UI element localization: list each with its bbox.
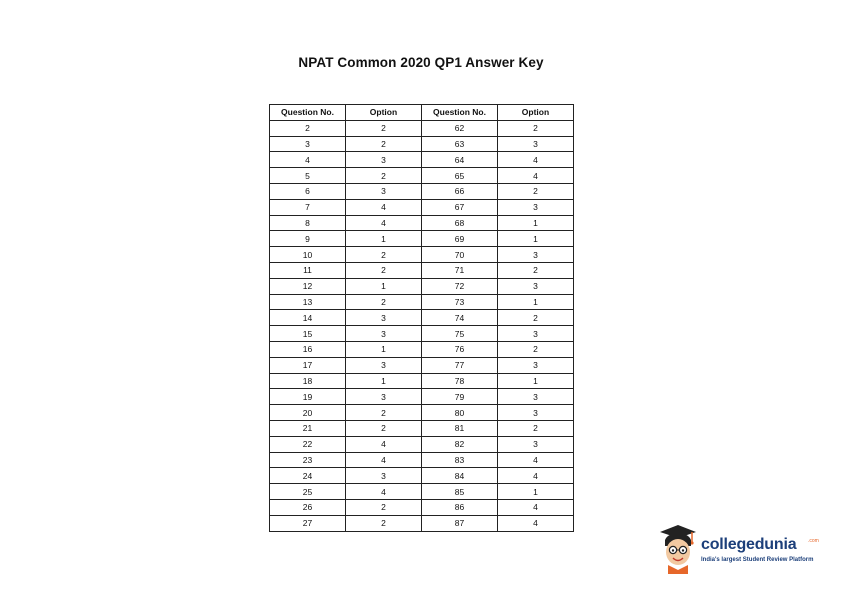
question-no-cell: 17: [270, 357, 346, 373]
option-cell: 3: [498, 436, 574, 452]
question-no-cell: 79: [422, 389, 498, 405]
table-row: [270, 389, 574, 405]
table-row: [270, 310, 574, 326]
table-row: [270, 484, 574, 500]
question-no-cell: 19: [270, 389, 346, 405]
option-cell: 4: [498, 168, 574, 184]
question-no-cell: 23: [270, 452, 346, 468]
header-option-1: Option: [346, 105, 422, 121]
question-no-cell: 70: [422, 247, 498, 263]
option-cell: 3: [498, 326, 574, 342]
table-row: [270, 326, 574, 342]
option-cell: 1: [498, 373, 574, 389]
option-cell: 2: [346, 120, 422, 136]
option-cell: 2: [498, 341, 574, 357]
graduate-mascot-icon: [656, 522, 700, 574]
question-no-cell: 10: [270, 247, 346, 263]
header-question-no-1: Question No.: [270, 105, 346, 121]
question-no-cell: 13: [270, 294, 346, 310]
table-row: [270, 341, 574, 357]
question-no-cell: 15: [270, 326, 346, 342]
question-no-cell: 21: [270, 420, 346, 436]
table-header-row: [270, 105, 574, 121]
question-no-cell: 3: [270, 136, 346, 152]
table-row: [270, 405, 574, 421]
option-cell: 2: [346, 405, 422, 421]
table-row: [270, 183, 574, 199]
option-cell: 2: [346, 136, 422, 152]
table-row: [270, 120, 574, 136]
question-no-cell: 11: [270, 262, 346, 278]
option-cell: 3: [498, 247, 574, 263]
question-no-cell: 65: [422, 168, 498, 184]
question-no-cell: 25: [270, 484, 346, 500]
option-cell: 3: [498, 199, 574, 215]
option-cell: 1: [346, 278, 422, 294]
table-row: [270, 168, 574, 184]
brand-tld: .com: [808, 538, 819, 544]
table-row: [270, 420, 574, 436]
brand-name: collegedunia: [701, 536, 797, 553]
option-cell: 4: [346, 436, 422, 452]
question-no-cell: 68: [422, 215, 498, 231]
table-row: [270, 373, 574, 389]
question-no-cell: 69: [422, 231, 498, 247]
option-cell: 1: [346, 341, 422, 357]
table-row: [270, 262, 574, 278]
question-no-cell: 67: [422, 199, 498, 215]
option-cell: 2: [346, 420, 422, 436]
question-no-cell: 64: [422, 152, 498, 168]
option-cell: 4: [346, 452, 422, 468]
question-no-cell: 73: [422, 294, 498, 310]
option-cell: 2: [498, 310, 574, 326]
question-no-cell: 72: [422, 278, 498, 294]
option-cell: 2: [498, 120, 574, 136]
option-cell: 4: [498, 468, 574, 484]
table-row: [270, 294, 574, 310]
option-cell: 3: [346, 357, 422, 373]
option-cell: 1: [498, 231, 574, 247]
option-cell: 3: [346, 326, 422, 342]
option-cell: 1: [346, 231, 422, 247]
option-cell: 1: [346, 373, 422, 389]
question-no-cell: 7: [270, 199, 346, 215]
option-cell: 1: [498, 294, 574, 310]
option-cell: 3: [498, 357, 574, 373]
question-no-cell: 62: [422, 120, 498, 136]
option-cell: 2: [498, 262, 574, 278]
question-no-cell: 4: [270, 152, 346, 168]
table-row: [270, 247, 574, 263]
question-no-cell: 80: [422, 405, 498, 421]
option-cell: 3: [346, 183, 422, 199]
question-no-cell: 87: [422, 515, 498, 531]
option-cell: 2: [346, 515, 422, 531]
question-no-cell: 22: [270, 436, 346, 452]
table-row: [270, 357, 574, 373]
question-no-cell: 81: [422, 420, 498, 436]
question-no-cell: 78: [422, 373, 498, 389]
option-cell: 4: [346, 484, 422, 500]
question-no-cell: 26: [270, 499, 346, 515]
option-cell: 1: [498, 215, 574, 231]
question-no-cell: 83: [422, 452, 498, 468]
question-no-cell: 24: [270, 468, 346, 484]
question-no-cell: 76: [422, 341, 498, 357]
question-no-cell: 2: [270, 120, 346, 136]
option-cell: 3: [346, 152, 422, 168]
table-row: [270, 452, 574, 468]
header-option-2: Option: [498, 105, 574, 121]
question-no-cell: 63: [422, 136, 498, 152]
table-row: [270, 515, 574, 531]
question-no-cell: 8: [270, 215, 346, 231]
question-no-cell: 9: [270, 231, 346, 247]
table-row: [270, 136, 574, 152]
option-cell: 3: [498, 136, 574, 152]
option-cell: 4: [498, 515, 574, 531]
header-question-no-2: Question No.: [422, 105, 498, 121]
question-no-cell: 12: [270, 278, 346, 294]
question-no-cell: 85: [422, 484, 498, 500]
table-row: [270, 468, 574, 484]
option-cell: 2: [498, 183, 574, 199]
option-cell: 4: [498, 152, 574, 168]
table-row: [270, 231, 574, 247]
brand-tagline: India's largest Student Review Platform: [701, 557, 814, 563]
option-cell: 3: [346, 310, 422, 326]
option-cell: 3: [346, 389, 422, 405]
option-cell: 2: [346, 294, 422, 310]
option-cell: 4: [498, 452, 574, 468]
question-no-cell: 20: [270, 405, 346, 421]
table-row: [270, 199, 574, 215]
question-no-cell: 82: [422, 436, 498, 452]
question-no-cell: 27: [270, 515, 346, 531]
option-cell: 2: [346, 262, 422, 278]
question-no-cell: 16: [270, 341, 346, 357]
collegedunia-logo: [656, 522, 821, 574]
option-cell: 3: [498, 278, 574, 294]
question-no-cell: 86: [422, 499, 498, 515]
question-no-cell: 18: [270, 373, 346, 389]
question-no-cell: 84: [422, 468, 498, 484]
option-cell: 3: [498, 405, 574, 421]
option-cell: 3: [346, 468, 422, 484]
table-row: [270, 278, 574, 294]
table-row: [270, 215, 574, 231]
question-no-cell: 66: [422, 183, 498, 199]
question-no-cell: 75: [422, 326, 498, 342]
question-no-cell: 14: [270, 310, 346, 326]
option-cell: 4: [346, 199, 422, 215]
table-row: [270, 499, 574, 515]
option-cell: 2: [346, 168, 422, 184]
question-no-cell: 5: [270, 168, 346, 184]
option-cell: 4: [498, 499, 574, 515]
option-cell: 2: [346, 247, 422, 263]
option-cell: 3: [498, 389, 574, 405]
option-cell: 2: [346, 499, 422, 515]
option-cell: 1: [498, 484, 574, 500]
table-row: [270, 436, 574, 452]
option-cell: 2: [498, 420, 574, 436]
question-no-cell: 74: [422, 310, 498, 326]
page-title: NPAT Common 2020 QP1 Answer Key: [298, 55, 544, 70]
question-no-cell: 71: [422, 262, 498, 278]
question-no-cell: 6: [270, 183, 346, 199]
answer-key-table: [269, 104, 574, 532]
table-row: [270, 152, 574, 168]
question-no-cell: 77: [422, 357, 498, 373]
option-cell: 4: [346, 215, 422, 231]
